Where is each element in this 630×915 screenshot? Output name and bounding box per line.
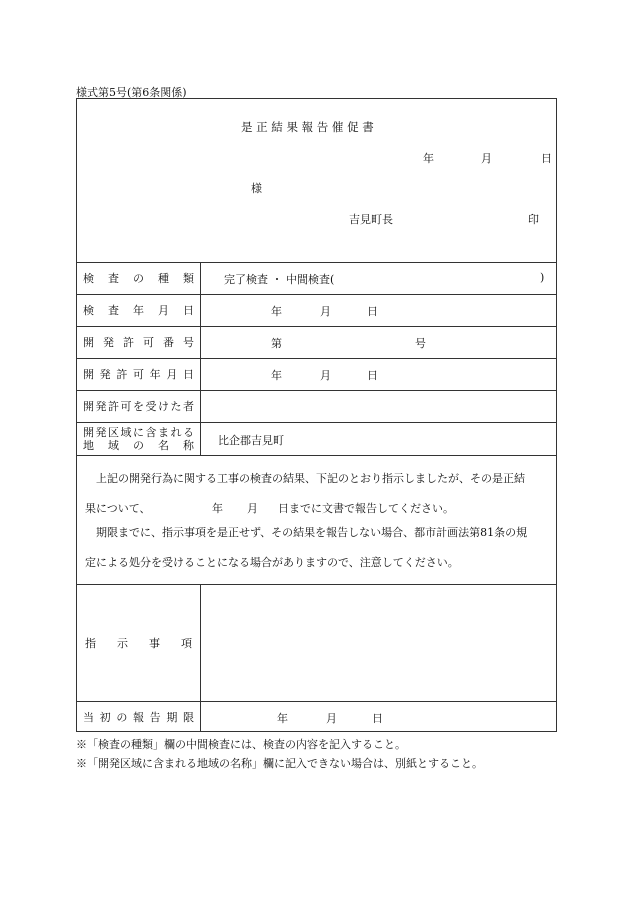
inspection-type-value (200, 262, 556, 294)
notice-paragraph-1 (85, 467, 555, 521)
instructions-label: 指示事項 (85, 636, 192, 650)
permit-number-value (200, 326, 556, 358)
form-title: 是 正 結 果 報 告 催 促 書 (241, 120, 374, 134)
notice-paragraph-2 (85, 521, 555, 575)
notice-paragraph-2-line2: 定による処分を受けることになる場合がありますので、注意してください。 (85, 556, 459, 569)
area-name-label-line1: 開発区域に含まれる (83, 425, 194, 439)
permit-date-label: 開発許可年月日 (83, 368, 194, 381)
seal-mark: 印 (528, 213, 539, 226)
addressee-suffix: 様 (251, 182, 262, 195)
deadline-value (200, 701, 556, 732)
deadline-value-year: 年 (277, 712, 288, 725)
permit-date-day: 日 (367, 369, 378, 382)
inspection-date-value (200, 294, 556, 326)
area-name-value (200, 422, 556, 455)
inspection-date-day: 日 (367, 305, 378, 318)
deadline-month: 月 (247, 502, 258, 515)
permit-date-month: 月 (320, 369, 331, 382)
permit-holder-label: 開発許可を受けた者 (83, 400, 194, 413)
permit-number-label: 開発許可番号 (83, 336, 194, 349)
header-month: 月 (481, 152, 492, 165)
header-day: 日 (541, 152, 552, 165)
inspection-type-text: 完了検査 ・ 中間検査( (224, 273, 335, 286)
notice-paragraph-2-line1: 期限までに、指示事項を是正せず、その結果を報告しない場合、都市計画法第81条の規 (96, 526, 528, 539)
deadline-prefix: 果について、 (85, 502, 151, 515)
inspection-date-year: 年 (271, 305, 282, 318)
inspection-date-month: 月 (320, 305, 331, 318)
inspection-type-close: ) (540, 271, 545, 284)
form-frame (76, 98, 557, 732)
permit-number-prefix: 第 (271, 337, 282, 350)
permit-number-suffix: 号 (415, 337, 426, 350)
area-name-label (77, 422, 200, 455)
notice-paragraph-1-line1: 上記の開発行為に関する工事の検査の結果、下記のとおり指示しましたが、その是正結 (96, 472, 525, 485)
permit-date-value (200, 358, 556, 390)
area-name-label-line2: 地域の名称 (83, 438, 194, 452)
inspection-date-label: 検査年月日 (83, 304, 194, 317)
deadline-value-day: 日 (372, 712, 383, 725)
issuer-name: 吉見町長 (349, 213, 393, 226)
header-year: 年 (423, 152, 434, 165)
inspection-type-label: 検査の種類 (83, 272, 194, 285)
area-name-text: 比企郡吉見町 (218, 434, 284, 447)
deadline-label: 当初の報告期限 (83, 710, 194, 724)
form-number: 様式第5号(第6条関係) (76, 86, 187, 99)
deadline-year: 年 (212, 502, 223, 515)
note-1: ※「検査の種類」欄の中間検査には、検査の内容を記入すること。 (76, 738, 406, 751)
note-2: ※「開発区域に含まれる地域の名称」欄に記入できない場合は、別紙とすること。 (76, 757, 483, 770)
deadline-value-month: 月 (326, 712, 337, 725)
notice-paragraph-1-line2 (85, 497, 555, 521)
deadline-suffix: 日までに文書で報告してください。 (278, 502, 454, 515)
divider (77, 455, 556, 456)
permit-date-year: 年 (271, 369, 282, 382)
